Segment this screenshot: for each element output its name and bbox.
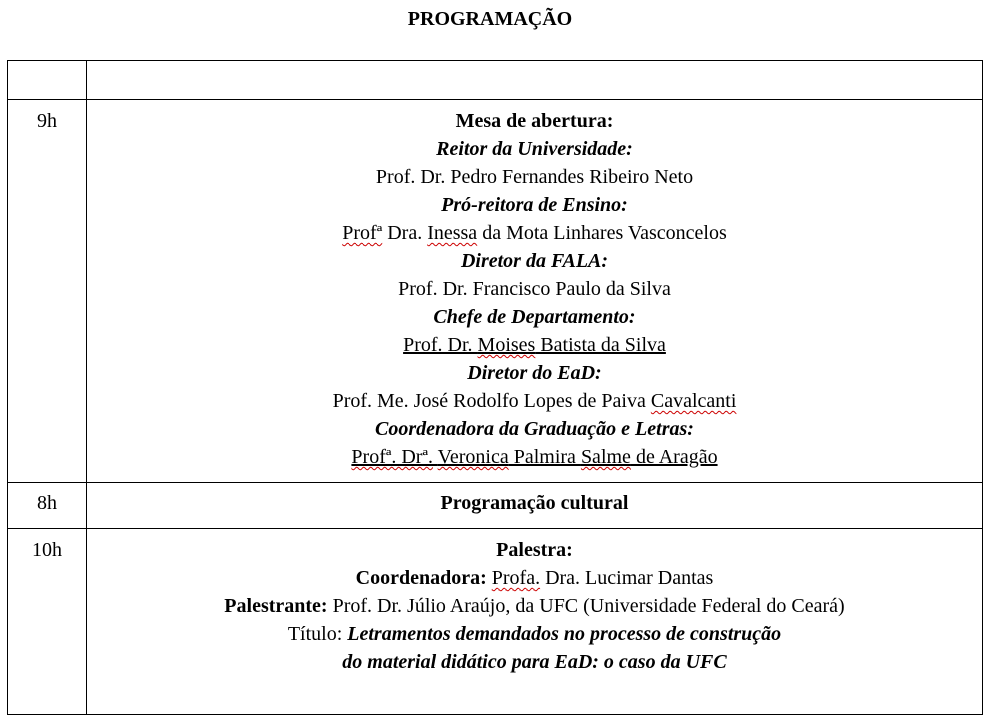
cultural-title: Programação cultural	[87, 483, 983, 529]
talk-content	[87, 529, 983, 715]
cultural-row	[8, 483, 983, 529]
talk-time: 10h	[8, 529, 87, 715]
content-header-cell	[87, 61, 983, 100]
ead-name	[87, 387, 982, 415]
talk-title-label: Título:	[287, 623, 348, 645]
talk-coord-label: Coordenadora:	[355, 567, 487, 589]
fala-name: Prof. Dr. Francisco Paulo da Silva	[398, 278, 671, 300]
opening-content	[87, 100, 983, 483]
opening-heading: Mesa de abertura:	[455, 110, 614, 132]
prorector-rest: da Mota Linhares Vasconcelos	[477, 222, 727, 244]
talk-coord-prefix: Profa.	[491, 567, 541, 589]
talk-title-line2: do material didático para EaD: o caso da UFC	[342, 651, 727, 673]
prorector-prefix: Profª	[342, 222, 383, 244]
talk-heading: Palestra:	[496, 539, 573, 561]
coord-f: de Aragão	[630, 446, 718, 468]
prorector-first: Inessa	[427, 222, 478, 244]
prorector-name	[87, 219, 982, 247]
table-header-row	[8, 61, 983, 100]
talk-speaker-label: Palestrante:	[224, 595, 328, 617]
ead-name-a: Prof. Me. José Rodolfo Lopes de Paiva	[332, 390, 651, 412]
talk-speaker-value: Prof. Dr. Júlio Araújo, da UFC (Universidade Federal do Ceará)	[327, 595, 845, 617]
prorector-mid: Dra.	[382, 222, 428, 244]
talk-coord-name: Dra. Lucimar Dantas	[540, 567, 714, 589]
cultural-time: 8h	[8, 483, 87, 529]
schedule-table	[7, 60, 983, 715]
dept-name-a: Prof. Dr.	[403, 334, 478, 356]
coord-e: Salme	[580, 446, 631, 468]
talk-title-line1: Letramentos demandados no processo de construção	[347, 623, 782, 645]
ead-name-b: Cavalcanti	[650, 390, 737, 412]
coord-d: Palmira	[508, 446, 581, 468]
coord-c: Veronica	[437, 446, 509, 468]
opening-row	[8, 100, 983, 483]
dept-name-c: Batista da Silva	[535, 334, 666, 356]
time-header-cell	[8, 61, 87, 100]
dept-name	[87, 331, 982, 359]
page-title: PROGRAMAÇÃO	[407, 8, 573, 30]
talk-title	[87, 620, 982, 648]
dept-role: Chefe de Departamento:	[433, 306, 636, 328]
prorector-role: Pró-reitora de Ensino:	[441, 194, 628, 216]
fala-role: Diretor da FALA:	[460, 250, 609, 272]
talk-coordinator	[87, 564, 982, 592]
talk-speaker	[87, 592, 982, 620]
coord-role: Coordenadora da Graduação e Letras:	[375, 418, 694, 440]
opening-time: 9h	[8, 100, 87, 483]
coord-name	[87, 443, 982, 471]
dept-name-b: Moises	[477, 334, 536, 356]
talk-row	[8, 529, 983, 715]
coord-a: Profª. Drª.	[351, 446, 433, 468]
rector-name: Prof. Dr. Pedro Fernandes Ribeiro Neto	[375, 166, 694, 188]
rector-role: Reitor da Universidade:	[436, 138, 633, 160]
ead-role: Diretor do EaD:	[467, 362, 602, 384]
